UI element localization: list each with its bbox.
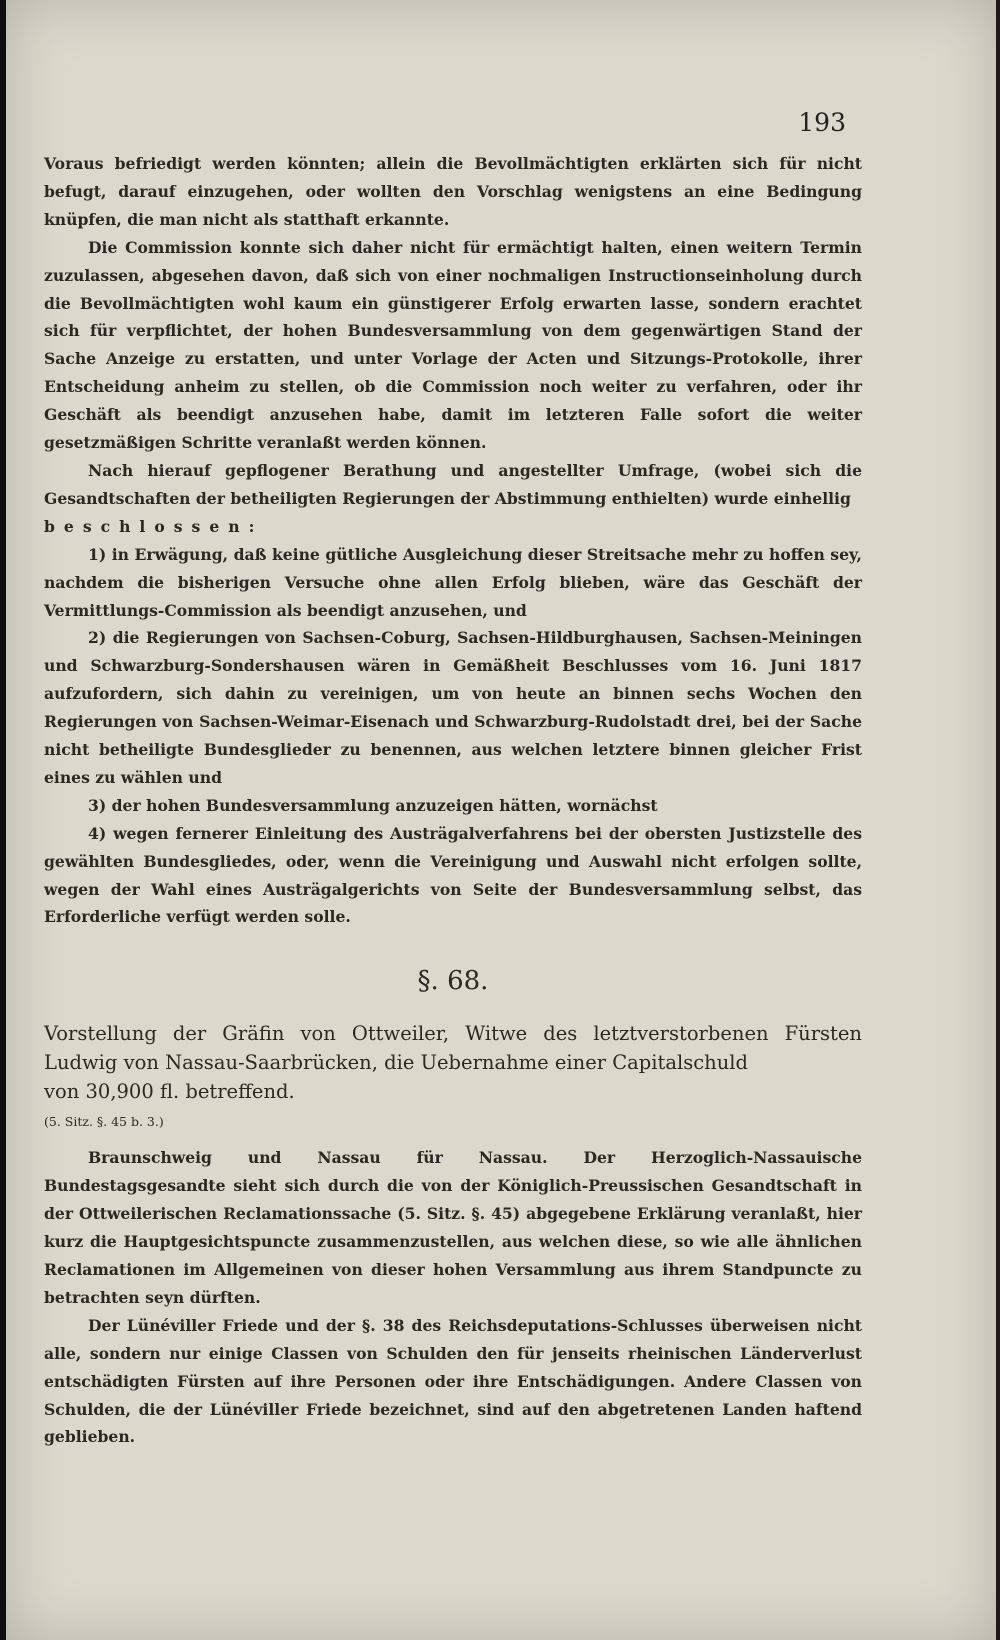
section-number: §. 68. <box>417 966 489 997</box>
paragraph-luneville: Der Lünéviller Friede und der §. 38 des Reichsdeputations-Schlusses überweisen nicht alle, sondern nur einige Classen von Schulden den für jenseits rheinischen Länderverlust entschädigten Fürsten auf ihre Personen oder ihre Entschädigungen. Andere Classen von Schulden, die der Lünéviller Friede bezeichnet, sind auf den abgetretenen Landen haftend geblieben. <box>44 1315 862 1447</box>
paragraph-vote: Nach hierauf gepflogener Berathung und angestellter Umfrage, (wobei sich die Gesandtschaften der betheiligten Regierungen der Abstimmung enthielten) wurde einhellig <box>44 460 862 508</box>
paragraph-continuation: Voraus befriedigt werden könnten; allein die Bevollmächtigten erklärten sich für nicht befugt, darauf einzugehen, oder wollten den Vorschlag wenigstens an eine Bedingung knüpfen, die man nicht als statthaft erkannte. <box>44 154 862 229</box>
resolution-item-1: 1) in Erwägung, daß keine gütliche Ausgleichung dieser Streitsache mehr zu hoffen sey, nachdem die bisherigen Versuche ohne allen Erfolg blieben, wäre das Geschäft der Vermittlungs-Commission als beendigt anzusehen, und <box>44 544 862 620</box>
section-heading-tail: von 30,900 fl. betreffend. <box>44 1080 295 1104</box>
section-reference: (5. Sitz. §. 45 b. 3.) <box>44 1114 164 1130</box>
paragraph-nassau: Braunschweig und Nassau für Nassau. Der Herzoglich-Nassauische Bundestagsgesandte sieht sich durch die von der Königlich-Preussischen Gesandtschaft in der Ottweilerischen Reclamationssache (5. Sitz. §. 45) abgegebene Erklärung veranlaßt, hier kurz die Hauptgesichtspuncte zusammenzustellen, aus welchen diese, so wie alle ähnlichen Reclamationen im Allgemeinen von dieser hohen Versammlung aus ihrem Standpuncte zu betrachten seyn dürften. <box>44 1148 862 1307</box>
resolution-item-3: 3) der hohen Bundesversammlung anzuzeigen hätten, wornächst <box>88 795 658 815</box>
resolution-item-2: 2) die Regierungen von Sachsen-Coburg, Sachsen-Hildburghausen, Sachsen-Meiningen und Schwarzburg-Sondershausen wären in Gemäßheit Beschlusses vom 16. Juni 1817 aufzufordern, sich dahin zu vereinigen, um von heute an binnen sechs Wochen den Regierungen von Sachsen-Weimar-Eisenach und Schwarzburg-Rudolstadt drei, bei der Sache nicht betheiligte Bundesglieder zu benennen, aus welchen letztere binnen gleicher Frist eines zu wählen und <box>44 628 862 787</box>
section-heading: Vorstellung der Gräfin von Ottweiler, Witwe des letztverstorbenen Fürsten Ludwig von Nassau-Saarbrücken, die Uebernahme einer Capitalschuld <box>44 1022 862 1075</box>
page-number: 193 <box>798 108 846 137</box>
paragraph-commission: Die Commission konnte sich daher nicht für ermächtigt halten, einen weitern Termin zuzulassen, abgesehen davon, daß sich von einer nochmaligen Instructionseinholung durch die Bevollmächtigten wohl kaum ein günstigerer Erfolg erwarten lasse, sondern erachtet sich für verpflichtet, der hohen Bundesversammlung von dem gegenwärtigen Stand der Sache Anzeige zu erstatten, und unter Vorlage der Acten und Sitzungs-Protokolle, ihrer Entscheidung anheim zu stellen, ob die Commission noch weiter zu verfahren, oder ihr Geschäft als beendigt anzusehen habe, damit im letzteren Falle sofort die weiter gesetzmäßigen Schritte veranlaßt werden können. <box>44 237 862 453</box>
body-text <box>44 150 862 1451</box>
resolution-item-4: 4) wegen fernerer Einleitung des Austrägalverfahrens bei der obersten Justizstelle des gewählten Bundesgliedes, oder, wenn die Vereinigung und Auswahl nicht erfolgen sollte, wegen der Wahl eines Austrägalgerichts von Seite der Bundesversammlung selbst, das Erforderliche verfügt werden solle. <box>44 823 862 927</box>
resolution-label: beschlossen: <box>44 516 264 536</box>
document-page <box>6 0 996 1640</box>
